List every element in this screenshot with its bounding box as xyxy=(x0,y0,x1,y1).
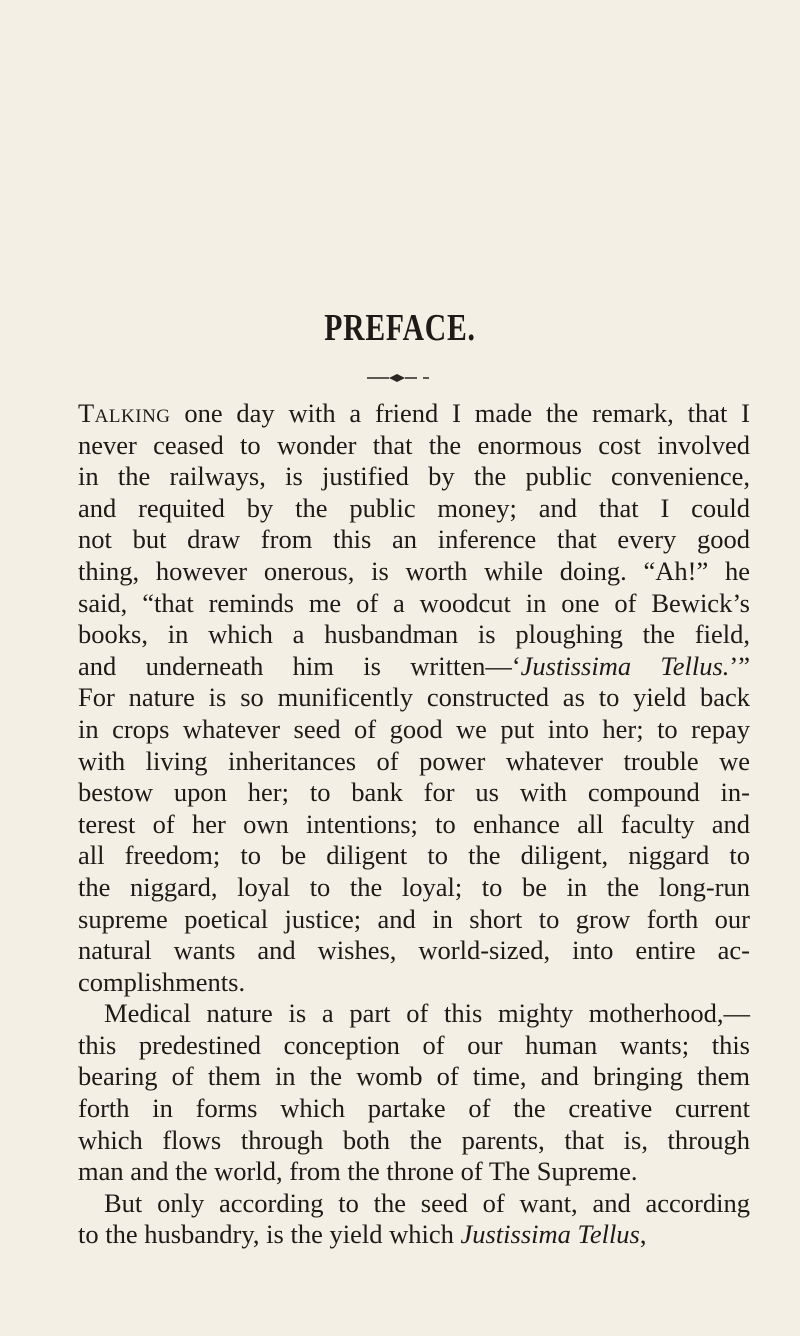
text-line xyxy=(78,1219,750,1251)
text-run: complishments. xyxy=(78,966,246,997)
text-run: ’” xyxy=(729,650,750,681)
text-run: , xyxy=(639,1219,647,1250)
text-line xyxy=(78,998,750,1030)
text-line xyxy=(78,398,750,430)
text-run: supreme poetical justice; and in short to grow forth our xyxy=(78,903,750,934)
text-run: which flows through both the parents, that is, through xyxy=(78,1124,750,1155)
text-line xyxy=(78,1188,750,1220)
text-line xyxy=(78,967,750,999)
text-line xyxy=(78,651,750,683)
text-line xyxy=(78,904,750,936)
text-line xyxy=(78,461,750,493)
text-run: terest of her own intentions; to enhance all faculty and xyxy=(78,808,750,839)
text-line xyxy=(78,1125,750,1157)
text-run: one day with a friend I made the remark, that I xyxy=(170,398,750,428)
paragraph xyxy=(78,998,750,1188)
ornament-dash-icon xyxy=(365,372,435,384)
italic-text: Justissima Tellus xyxy=(460,1219,640,1250)
preface-body xyxy=(78,398,750,1251)
text-line xyxy=(78,872,750,904)
small-caps-text: Talking xyxy=(78,398,171,428)
text-run: Medical nature is a part of this mighty motherhood,— xyxy=(104,998,750,1029)
text-run: in crops whatever seed of good we put into her; to repay xyxy=(78,713,750,744)
text-line xyxy=(78,840,750,872)
page-title: PREFACE. xyxy=(324,307,476,349)
text-line xyxy=(78,746,750,778)
text-line xyxy=(78,1030,750,1062)
text-line xyxy=(78,430,750,462)
text-run: For nature is so munificently constructed as to yield back xyxy=(78,682,750,713)
text-run: all freedom; to be diligent to the diligent, niggard to xyxy=(78,840,750,871)
text-run: never ceased to wonder that the enormous cost involved xyxy=(78,429,750,460)
text-line xyxy=(78,524,750,556)
text-run: this predestined conception of our human wants; this xyxy=(78,1029,750,1060)
text-line xyxy=(78,493,750,525)
text-run: man and the world, from the throne of The Supreme. xyxy=(78,1156,638,1187)
text-run: books, in which a husbandman is ploughing the field, xyxy=(78,619,750,650)
text-line xyxy=(78,935,750,967)
text-run: bestow upon her; to bank for us with compound in- xyxy=(78,777,750,808)
text-line xyxy=(78,1093,750,1125)
text-line xyxy=(78,619,750,651)
text-run: the niggard, loyal to the loyal; to be in the long-run xyxy=(78,871,750,902)
text-run: forth in forms which partake of the creative current xyxy=(78,1093,750,1124)
text-run: with living inheritances of power whatever trouble we xyxy=(78,745,750,776)
paragraph xyxy=(78,398,750,998)
text-line xyxy=(78,1061,750,1093)
text-line xyxy=(78,588,750,620)
text-run: thing, however onerous, is worth while doing. “Ah!” he xyxy=(78,555,750,586)
paragraph xyxy=(78,1188,750,1251)
text-run: to the husbandry, is the yield which xyxy=(78,1219,461,1250)
text-run: not but draw from this an inference that every good xyxy=(78,524,750,555)
text-run: But only according to the seed of want, and according xyxy=(104,1187,750,1218)
text-run: bearing of them in the womb of time, and bringing them xyxy=(78,1061,750,1092)
text-run: in the railways, is justified by the public convenience, xyxy=(78,461,750,492)
text-line xyxy=(78,1156,750,1188)
italic-text: Justissima Tellus. xyxy=(520,650,730,681)
text-line xyxy=(78,556,750,588)
text-run: said, “that reminds me of a woodcut in one of Bewick’s xyxy=(78,587,750,618)
text-line xyxy=(78,777,750,809)
text-line xyxy=(78,682,750,714)
text-run: and requited by the public money; and that I could xyxy=(78,492,750,523)
text-run: natural wants and wishes, world-sized, into entire ac- xyxy=(78,935,750,966)
text-run: and underneath him is written—‘ xyxy=(78,650,521,681)
text-line xyxy=(78,809,750,841)
text-line xyxy=(78,714,750,746)
